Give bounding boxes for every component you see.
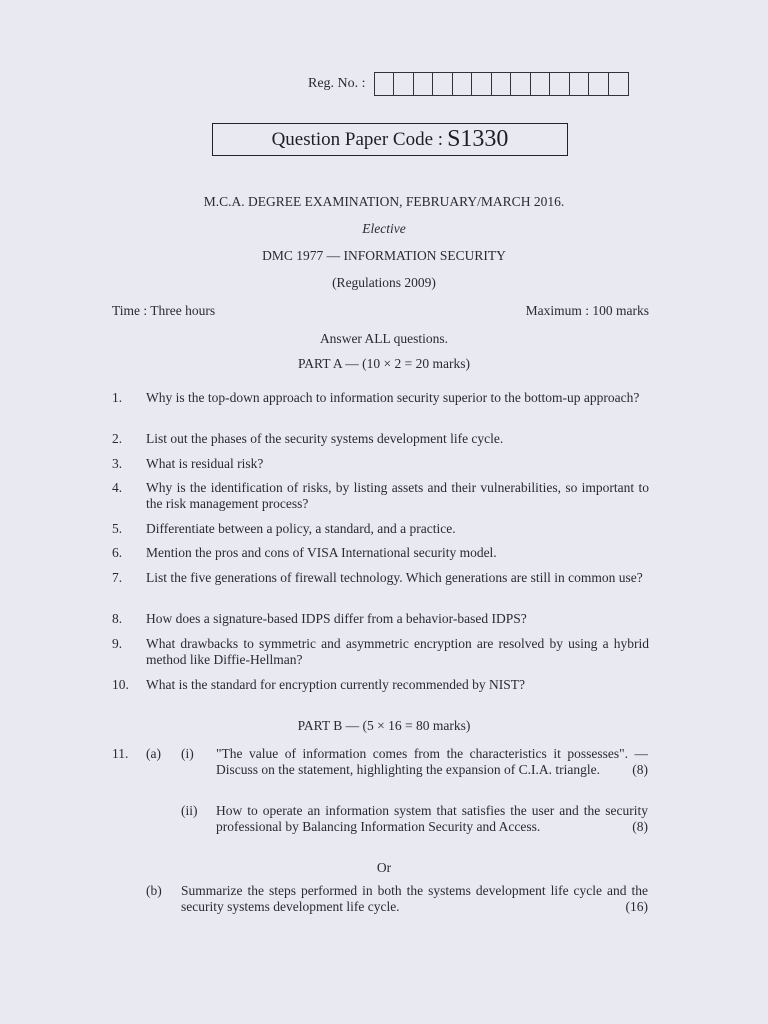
reg-number-box bbox=[453, 73, 473, 95]
question-text: List out the phases of the security systems development life cycle. bbox=[146, 431, 504, 446]
question-item bbox=[112, 456, 649, 472]
question-11a-i-text: "The value of information comes from the characteristics it possesses". — Discuss on the statement, highlighting the expansion of C.I.A. triangle. bbox=[216, 746, 648, 777]
question-text: Why is the top-down approach to information security superior to the bottom-up approach? bbox=[146, 390, 640, 405]
question-number: 3. bbox=[112, 456, 123, 471]
question-text: How does a signature-based IDPS differ from a behavior-based IDPS? bbox=[146, 611, 527, 626]
question-number: 7. bbox=[112, 570, 123, 585]
reg-number-box bbox=[472, 73, 492, 95]
question-11b-label: (b) bbox=[146, 883, 162, 898]
question-11b-marks: (16) bbox=[625, 899, 648, 914]
question-item bbox=[112, 431, 649, 447]
or-separator: Or bbox=[376, 860, 392, 875]
time-marks-row bbox=[112, 303, 649, 319]
reg-number-box bbox=[433, 73, 453, 95]
exam-time: Time : Three hours bbox=[112, 303, 216, 318]
question-number: 8. bbox=[112, 611, 123, 626]
question-11a-ii bbox=[216, 803, 648, 835]
question-item bbox=[112, 636, 649, 668]
question-number: 4. bbox=[112, 480, 123, 495]
code-value: S1330 bbox=[447, 126, 509, 152]
question-item bbox=[112, 390, 649, 406]
question-item bbox=[112, 521, 649, 537]
reg-number-boxes bbox=[374, 72, 630, 96]
question-text: Differentiate between a policy, a standard, and a practice. bbox=[146, 521, 456, 536]
question-11a-i-label: (i) bbox=[181, 746, 194, 761]
part-a-heading: PART A — (10 × 2 = 20 marks) bbox=[298, 356, 470, 371]
reg-number-box bbox=[609, 73, 629, 95]
question-item bbox=[112, 545, 649, 561]
reg-number-box bbox=[394, 73, 414, 95]
question-paper-code bbox=[212, 123, 568, 156]
reg-number-box bbox=[589, 73, 609, 95]
question-11a-ii-text: How to operate an information system that satisfies the user and the security professional by Balancing Information Security and Access. bbox=[216, 803, 648, 834]
instruction: Answer ALL questions. bbox=[319, 331, 449, 346]
question-number: 6. bbox=[112, 545, 123, 560]
question-11a-i bbox=[216, 746, 648, 778]
question-11b-text: Summarize the steps performed in both the systems development life cycle and the security systems development life cycle. bbox=[181, 883, 648, 914]
reg-number-box bbox=[570, 73, 590, 95]
reg-number bbox=[308, 72, 629, 96]
question-11a-label: (a) bbox=[146, 746, 161, 761]
question-11a-ii-label: (ii) bbox=[181, 803, 198, 818]
question-item bbox=[112, 677, 649, 693]
exam-subject: DMC 1977 — INFORMATION SECURITY bbox=[262, 248, 506, 263]
question-text: What is the standard for encryption currently recommended by NIST? bbox=[146, 677, 525, 692]
question-number: 1. bbox=[112, 390, 123, 405]
question-11-number: 11. bbox=[112, 746, 129, 761]
question-11b bbox=[181, 883, 648, 915]
exam-max-marks: Maximum : 100 marks bbox=[525, 303, 649, 318]
question-item bbox=[112, 570, 649, 586]
reg-label: Reg. No. : bbox=[308, 76, 366, 91]
part-b-heading: PART B — (5 × 16 = 80 marks) bbox=[297, 718, 471, 733]
question-item bbox=[112, 480, 649, 512]
code-label: Question Paper Code : bbox=[271, 128, 444, 150]
question-text: Mention the pros and cons of VISA International security model. bbox=[146, 545, 497, 560]
reg-number-box bbox=[511, 73, 531, 95]
question-item bbox=[112, 611, 649, 627]
reg-number-box bbox=[531, 73, 551, 95]
exam-title: M.C.A. DEGREE EXAMINATION, FEBRUARY/MARCH 2016. bbox=[203, 194, 565, 209]
question-text: What drawbacks to symmetric and asymmetric encryption are resolved by using a hybrid method like Diffie-Hellman? bbox=[146, 636, 649, 667]
reg-number-box bbox=[375, 73, 395, 95]
reg-number-box bbox=[492, 73, 512, 95]
exam-category: Elective bbox=[362, 221, 406, 236]
question-text: What is residual risk? bbox=[146, 456, 264, 471]
question-number: 5. bbox=[112, 521, 123, 536]
reg-number-box bbox=[414, 73, 434, 95]
exam-regulations: (Regulations 2009) bbox=[332, 275, 436, 290]
question-number: 10. bbox=[112, 677, 129, 692]
question-11a-ii-marks: (8) bbox=[632, 819, 648, 834]
question-number: 2. bbox=[112, 431, 123, 446]
question-text: Why is the identification of risks, by listing assets and their vulnerabilities, so important to the risk management process? bbox=[146, 480, 649, 511]
question-text: List the five generations of firewall technology. Which generations are still in common use? bbox=[146, 570, 643, 585]
question-number: 9. bbox=[112, 636, 123, 651]
question-11a-i-marks: (8) bbox=[632, 762, 648, 777]
reg-number-box bbox=[550, 73, 570, 95]
